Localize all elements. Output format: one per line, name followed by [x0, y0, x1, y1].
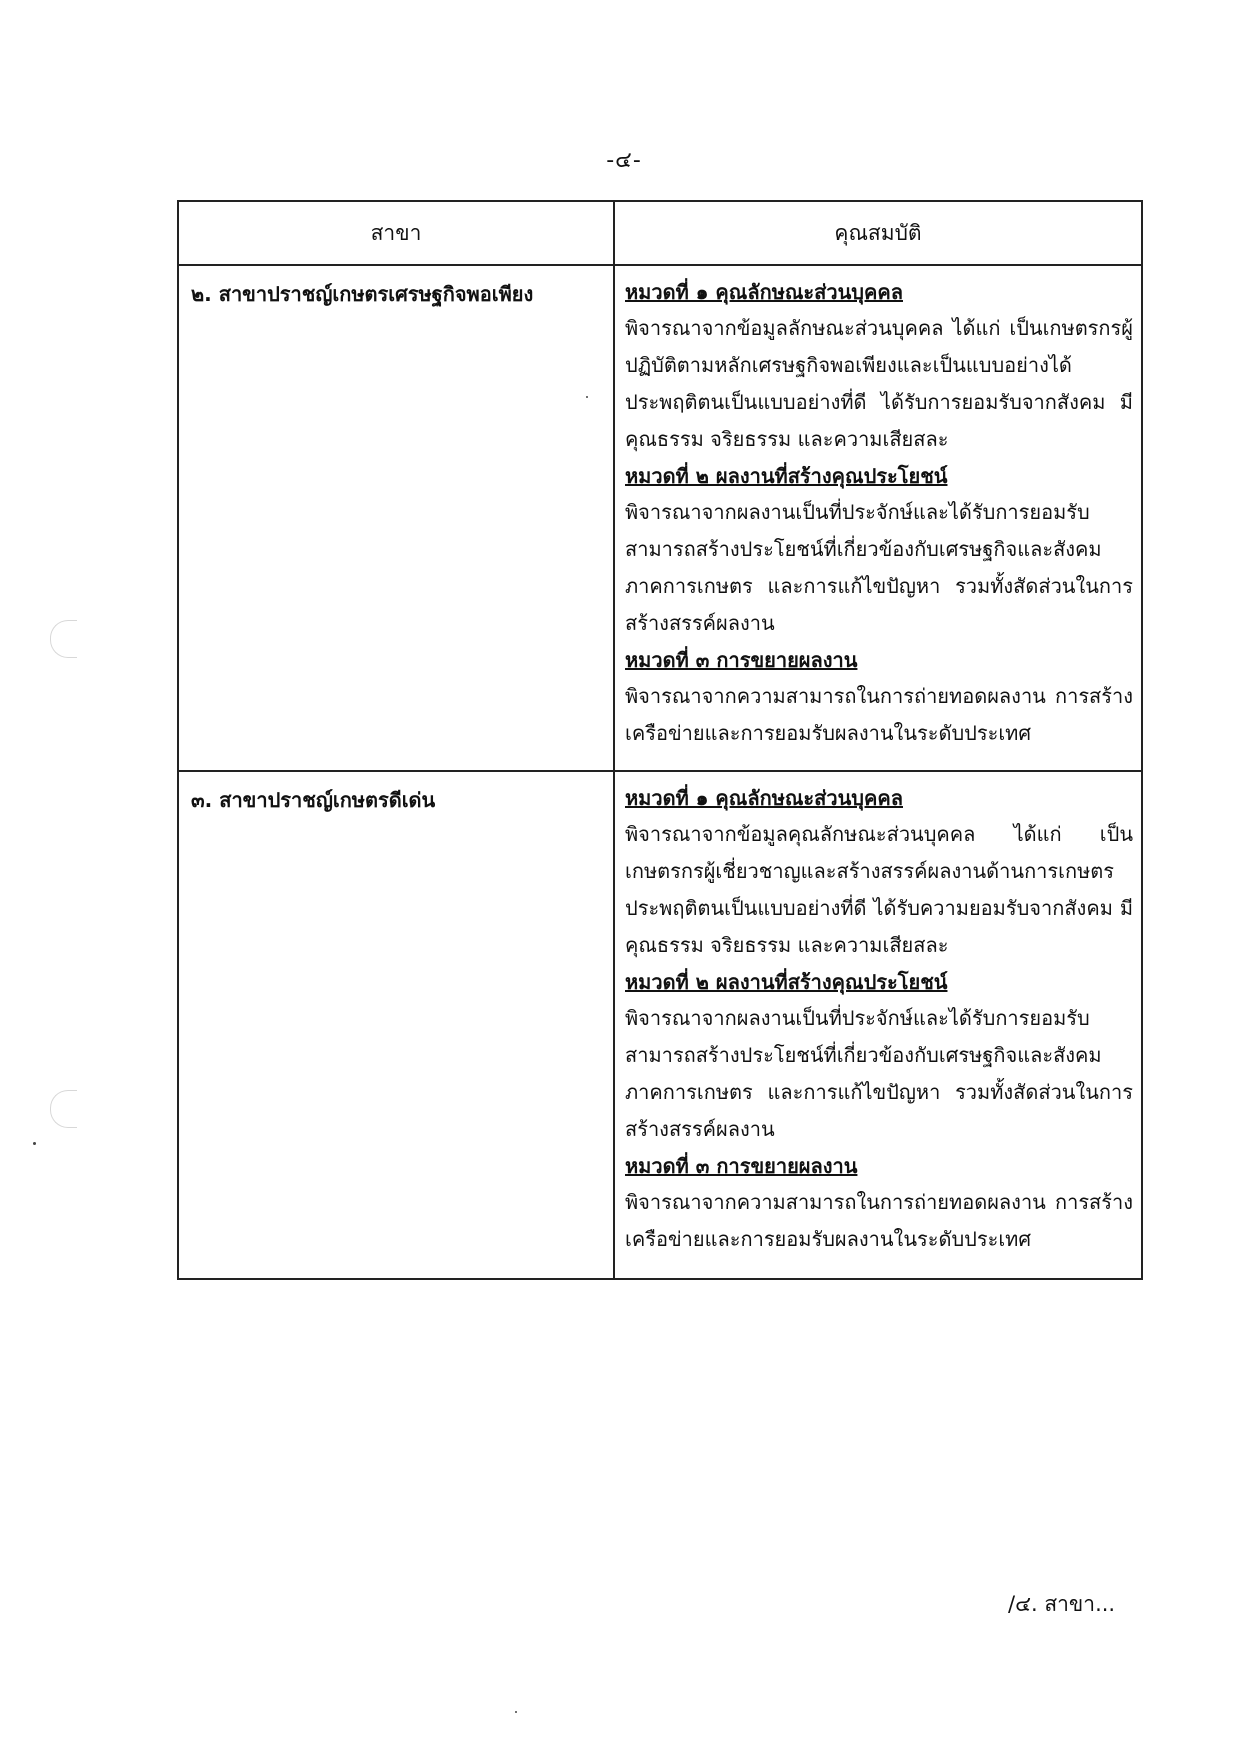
scan-speck — [33, 1142, 36, 1145]
table-row — [178, 265, 1142, 771]
qualifications-cell — [614, 771, 1142, 1279]
qualifications-table — [177, 200, 1143, 1280]
table-row — [178, 771, 1142, 1279]
header-qualifications: คุณสมบัติ — [614, 201, 1142, 265]
category-title: หมวดที่ ๒ ผลงานที่สร้างคุณประโยชน์ — [625, 464, 948, 488]
category-title: หมวดที่ ๓ การขยายผลงาน — [625, 1154, 858, 1178]
header-branch: สาขา — [178, 201, 614, 265]
category-text: พิจารณาจากความสามารถในการถ่ายทอดผลงาน การสร้างเครือข่ายและการยอมรับผลงานในระดับประเทศ — [625, 1190, 1133, 1251]
category-text: พิจารณาจากความสามารถในการถ่ายทอดผลงาน การสร้างเครือข่ายและการยอมรับผลงานในระดับประเทศ — [625, 684, 1133, 745]
category-title: หมวดที่ ๒ ผลงานที่สร้างคุณประโยชน์ — [625, 970, 948, 994]
branch-name: ๓. สาขาปราชญ์เกษตรดีเด่น — [178, 771, 614, 1279]
category-text: พิจารณาจากข้อมูลลักษณะส่วนบุคคล ได้แก่ เป็นเกษตรกรผู้ปฏิบัติตามหลักเศรษฐกิจพอเพียงและเป็นแบบอย่างได้ ประพฤติตนเป็นแบบอย่างที่ดี ได้รับการยอมรับจากสังคม มีคุณธรรม จริยธรรม และความเสียสละ — [625, 316, 1133, 451]
category-text: พิจารณาจากผลงานเป็นที่ประจักษ์และได้รับการยอมรับ สามารถสร้างประโยชน์ที่เกี่ยวข้องกับเศรษฐกิจและสังคมภาคการเกษตร และการแก้ไขปัญหา รวมทั้งสัดส่วนในการสร้างสรรค์ผลงาน — [625, 500, 1133, 635]
category-title: หมวดที่ ๑ คุณลักษณะส่วนบุคคล — [625, 786, 903, 810]
punch-hole-decoration — [50, 620, 77, 658]
qualifications-cell — [614, 265, 1142, 771]
punch-hole-decoration — [50, 1090, 77, 1128]
continuation-reference: /๔. สาขา... — [1008, 1592, 1116, 1616]
table-header-row — [178, 201, 1142, 265]
category-title: หมวดที่ ๓ การขยายผลงาน — [625, 648, 858, 672]
branch-name: ๒. สาขาปราชญ์เกษตรเศรษฐกิจพอเพียง — [178, 265, 614, 771]
scan-speck — [515, 1711, 517, 1713]
category-title: หมวดที่ ๑ คุณลักษณะส่วนบุคคล — [625, 280, 903, 304]
category-text: พิจารณาจากข้อมูลคุณลักษณะส่วนบุคคล ได้แก่ เป็นเกษตรกรผู้เชี่ยวชาญและสร้างสรรค์ผลงานด้านการเกษตร ประพฤติตนเป็นแบบอย่างที่ดี ได้รับความยอมรับจากสังคม มีคุณธรรม จริยธรรม และความเสียสละ — [625, 822, 1133, 957]
category-text: พิจารณาจากผลงานเป็นที่ประจักษ์และได้รับการยอมรับ สามารถสร้างประโยชน์ที่เกี่ยวข้องกับเศรษฐกิจและสังคมภาคการเกษตร และการแก้ไขปัญหา รวมทั้งสัดส่วนในการสร้างสรรค์ผลงาน — [625, 1006, 1133, 1141]
page-number: -๔- — [606, 148, 642, 173]
